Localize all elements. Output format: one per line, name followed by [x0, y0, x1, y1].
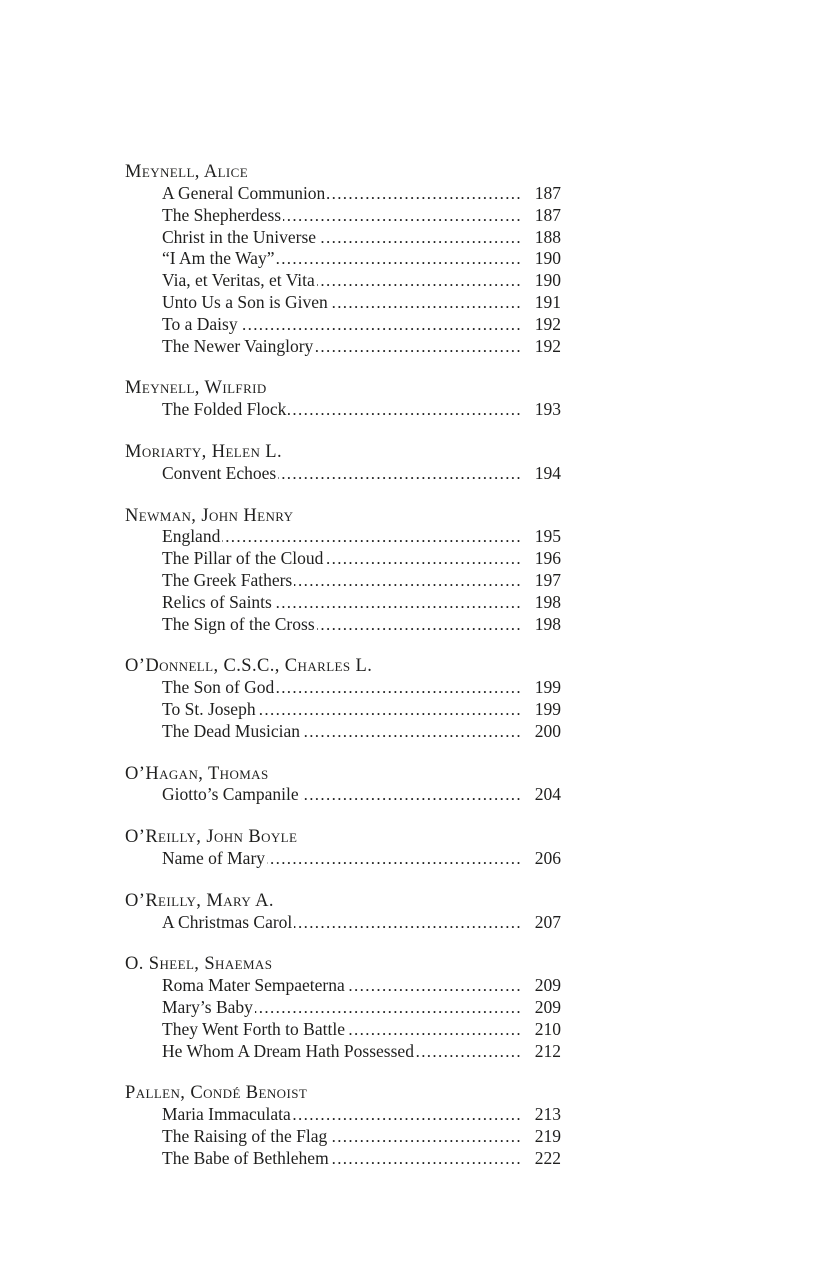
entry-title: The Greek Fathers — [162, 570, 293, 591]
dot-leader — [317, 614, 522, 636]
entry-title: To a Daisy — [162, 313, 238, 334]
toc-entry — [125, 183, 561, 205]
dot-leader — [283, 205, 522, 227]
entry-title: They Went Forth to Battle — [162, 1018, 345, 1039]
toc-entry — [125, 314, 561, 336]
entry-title: Unto Us a Son is Given — [162, 292, 328, 313]
toc-section — [125, 506, 561, 636]
entry-title: The Son of God — [162, 677, 275, 698]
author-heading: O’Reilly, Mary A. — [125, 890, 274, 911]
toc-list — [125, 162, 561, 1170]
dot-leader — [294, 570, 522, 592]
toc-entry — [125, 548, 561, 570]
entry-page-number: 199 — [534, 677, 561, 698]
toc-entry — [125, 336, 561, 358]
dot-leader — [301, 784, 522, 806]
entry-title: Name of Mary — [162, 848, 266, 868]
toc-entry — [125, 463, 561, 485]
entry-page-number: 198 — [534, 613, 561, 634]
entry-title: The Pillar of the Cloud — [162, 548, 324, 569]
entry-page-number: 187 — [534, 204, 561, 225]
entry-page-number: 196 — [534, 548, 561, 569]
dot-leader — [294, 912, 522, 934]
entry-page-number: 191 — [534, 292, 561, 313]
toc-entry — [125, 292, 561, 314]
toc-entry — [125, 997, 561, 1019]
author-heading: Meynell, Wilfrid — [125, 378, 267, 399]
entry-title: He Whom A Dream Hath Possessed — [162, 1040, 414, 1061]
dot-leader — [317, 270, 522, 292]
dot-leader — [255, 997, 522, 1019]
entry-title: Mary’s Baby — [162, 996, 253, 1017]
toc-entry — [125, 1126, 561, 1148]
entry-page-number: 210 — [534, 1018, 561, 1039]
dot-leader — [276, 248, 522, 270]
entry-page-number: 188 — [534, 226, 561, 247]
entry-title: A Christmas Carol — [162, 911, 293, 932]
entry-page-number: 204 — [534, 784, 561, 805]
toc-entry — [125, 721, 561, 743]
author-heading: O. Sheel, Shaemas — [125, 954, 273, 975]
entry-page-number: 222 — [534, 1147, 561, 1168]
entry-page-number: 195 — [534, 526, 561, 547]
toc-section — [125, 378, 561, 421]
author-heading: Pallen, Condé Benoist — [125, 1083, 308, 1104]
dot-leader — [278, 463, 522, 485]
toc-entry — [125, 699, 561, 721]
dot-leader — [331, 1148, 522, 1170]
toc-section — [125, 764, 561, 807]
entry-page-number: 207 — [534, 911, 561, 932]
entry-page-number: 198 — [534, 591, 561, 612]
entry-page-number: 209 — [534, 996, 561, 1017]
entry-title: The Raising of the Flag — [162, 1125, 328, 1146]
entry-page-number: 194 — [534, 462, 561, 483]
entry-title: Roma Mater Sempaeterna — [162, 975, 345, 996]
toc-entry — [125, 399, 561, 421]
toc-section — [125, 827, 561, 870]
author-heading: O’Reilly, John Boyle — [125, 827, 298, 848]
toc-section — [125, 1083, 561, 1169]
entry-title: The Folded Flock — [162, 399, 287, 420]
entry-title: Giotto’s Campanile — [162, 784, 299, 805]
dot-leader — [327, 183, 522, 205]
toc-entry — [125, 848, 561, 870]
entry-page-number: 192 — [534, 335, 561, 356]
toc-entry — [125, 592, 561, 614]
author-heading: Moriarty, Helen L. — [125, 441, 283, 462]
dot-leader — [240, 314, 522, 336]
toc-section — [125, 162, 561, 358]
dot-leader — [288, 399, 522, 421]
toc-entry — [125, 205, 561, 227]
toc-entry — [125, 248, 561, 270]
entry-title: Relics of Saints — [162, 591, 272, 612]
author-heading: O’Hagan, Thomas — [125, 763, 269, 784]
toc-entry — [125, 227, 561, 249]
entry-title: The Sign of the Cross — [162, 613, 315, 634]
toc-entry — [125, 1148, 561, 1170]
dot-leader — [274, 592, 522, 614]
toc-entry — [125, 677, 561, 699]
dot-leader — [347, 1019, 522, 1041]
entry-page-number: 193 — [534, 399, 561, 420]
entry-page-number: 197 — [534, 570, 561, 591]
entry-page-number: 213 — [534, 1104, 561, 1125]
entry-page-number: 190 — [534, 248, 561, 269]
toc-entry — [125, 1041, 561, 1063]
entry-title: The Shepherdess — [162, 204, 282, 225]
dot-leader — [330, 292, 522, 314]
toc-entry — [125, 570, 561, 592]
entry-page-number: 219 — [534, 1125, 561, 1146]
entry-page-number: 190 — [534, 270, 561, 291]
author-heading: Newman, John Henry — [125, 505, 294, 526]
toc-entry — [125, 526, 561, 548]
dot-leader — [293, 1104, 522, 1126]
entry-page-number: 199 — [534, 699, 561, 720]
dot-leader — [276, 677, 522, 699]
dot-leader — [347, 975, 522, 997]
dot-leader — [315, 336, 522, 358]
toc-entry — [125, 912, 561, 934]
toc-entry — [125, 614, 561, 636]
entry-title: To St. Joseph — [162, 699, 256, 720]
entry-title: Convent Echoes — [162, 462, 277, 483]
dot-leader — [267, 848, 522, 870]
dot-leader — [222, 526, 522, 548]
entry-page-number: 212 — [534, 1040, 561, 1061]
dot-leader — [416, 1041, 522, 1063]
entry-title: “I Am the Way” — [162, 248, 275, 269]
toc-section — [125, 891, 561, 934]
author-heading: Meynell, Alice — [125, 162, 249, 182]
entry-title: Christ in the Universe — [162, 226, 317, 247]
dot-leader — [318, 227, 522, 249]
entry-title: The Babe of Bethlehem — [162, 1147, 329, 1168]
toc-entry — [125, 975, 561, 997]
entry-title: The Newer Vainglory — [162, 335, 314, 356]
entry-title: A General Communion — [162, 182, 326, 203]
toc-entry — [125, 784, 561, 806]
toc-entry — [125, 1019, 561, 1041]
entry-title: Maria Immaculata — [162, 1104, 291, 1125]
dot-leader — [258, 699, 522, 721]
entry-title: The Dead Musician — [162, 720, 301, 741]
toc-section — [125, 442, 561, 485]
entry-page-number: 187 — [534, 182, 561, 203]
dot-leader — [325, 548, 522, 570]
entry-title: England — [162, 526, 221, 547]
entry-page-number: 206 — [534, 848, 561, 868]
toc-section — [125, 954, 561, 1062]
toc-entry — [125, 270, 561, 292]
dot-leader — [329, 1126, 522, 1148]
toc-entry — [125, 1104, 561, 1126]
entry-title: Via, et Veritas, et Vita — [162, 270, 315, 291]
toc-section — [125, 656, 561, 742]
entry-page-number: 200 — [534, 720, 561, 741]
entry-page-number: 192 — [534, 313, 561, 334]
author-heading: O’Donnell, C.S.C., Charles L. — [125, 656, 373, 677]
entry-page-number: 209 — [534, 975, 561, 996]
dot-leader — [302, 721, 522, 743]
